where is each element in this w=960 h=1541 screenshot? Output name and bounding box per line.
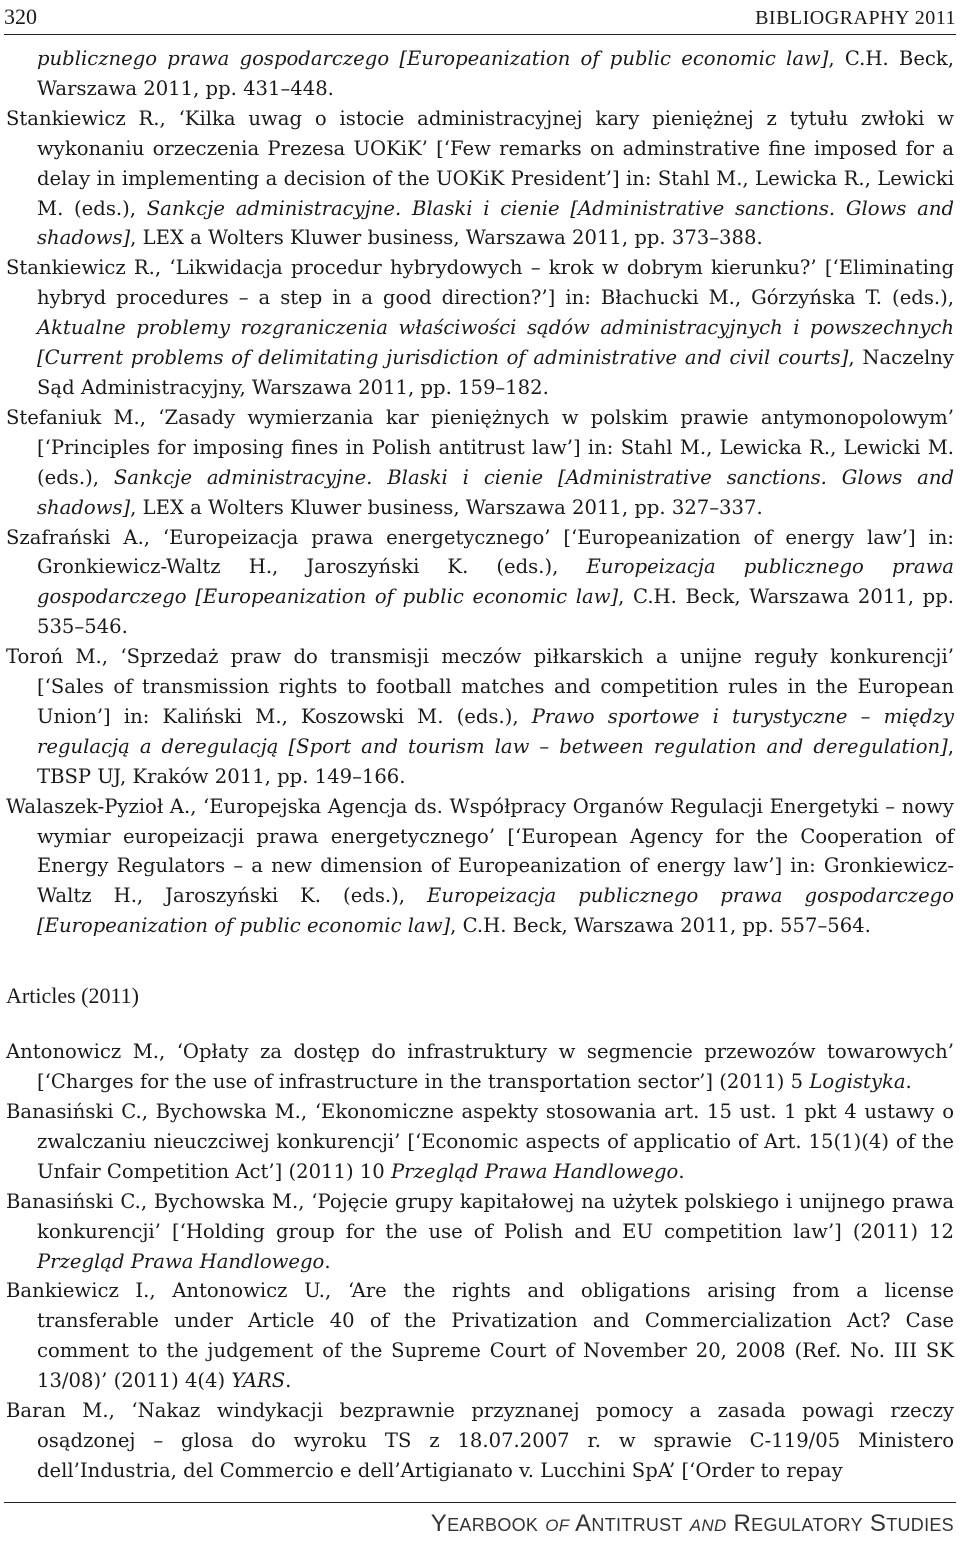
entry-text: .: [324, 1249, 331, 1273]
footer-rule: [4, 1502, 956, 1503]
bibliography-content: [6, 44, 954, 1486]
entry-italic-text: Prawo sportowe i turystyczne – między regulacją a deregulacją [Sport and tourism law – between regulation and deregulation]: [37, 704, 954, 758]
entry-italic-text: Aktualne problemy rozgraniczenia właściwości sądów administracyjnych i powszechnych [Current problems of delimitating jurisdiction of administrative and civil courts]: [37, 316, 954, 370]
entry-text: Bankiewicz I., Antonowicz U., ‘Are the rights and obligations arising from a license transferable under Article 40 of the Privatization and Commercialization Act? Case comment to the judgement of the Supreme Court of November 20, 2008 (Ref. No. III SK 13/08)’ (2011) 4(4): [6, 1279, 954, 1393]
entry-text: .: [678, 1159, 685, 1183]
entry-italic-text: Logistyka: [809, 1070, 906, 1094]
entry-text: Toroń M., ‘Sprzedaż praw do transmisji meczów piłkarskich a unijne reguły konkurencji’ [‘Sales of transmission rights to football matches and competition rules in the European Union’] in: Kaliński M., Koszowski M. (eds.),: [6, 645, 954, 728]
entry-text: Banasiński C., Bychowska M., ‘Ekonomiczne aspekty stosowania art. 15 ust. 1 pkt 4 ustawy o zwalczaniu nieuczciwej konkurencji’ [‘Economic aspects of applicatio of Art. 15(1)(4) of the Unfair Competition Act’] (2011) 10: [6, 1100, 954, 1183]
entry-text: , TBSP UJ, Kraków 2011, pp. 149–166.: [37, 734, 954, 788]
entry-text: .: [905, 1070, 912, 1094]
bibliography-entry: [6, 104, 954, 254]
entry-text: , C.H. Beck, Warszawa 2011, pp. 557–564.: [450, 914, 871, 938]
entry-text: Szafrański A., ‘Europeizacja prawa energetycznego’ [‘Europeanization of energy law’] in: Gronkiewicz-Waltz H., Jaroszyński K. (eds.),: [6, 525, 954, 579]
page-number: 320: [4, 4, 37, 29]
entry-italic-text: Europeizacja publicznego prawa gospodarczego [Europeanization of public economic law]: [37, 884, 954, 938]
bibliography-entry: [6, 44, 954, 104]
entry-text: , LEX a Wolters Kluwer business, Warszawa 2011, pp. 327–337.: [130, 495, 763, 519]
entry-text: Stankiewicz R., ‘Likwidacja procedur hybrydowych – krok w dobrym kierunku?’ [‘Eliminating hybryd procedures – a step in a good direction?’] in: Błachucki M., Górzyńska T. (eds.),: [6, 256, 954, 310]
page-header: [4, 0, 956, 35]
entry-text: Banasiński C., Bychowska M., ‘Pojęcie grupy kapitałowej na użytek polskiego i unijnego prawa konkurencji’ [‘Holding group for the use of Polish and EU competition law’] (2011) 12: [6, 1189, 954, 1243]
entry-text: , C.H. Beck, Warszawa 2011, pp. 535–546.: [37, 585, 954, 639]
entry-text: , LEX a Wolters Kluwer business, Warszawa 2011, pp. 373–388.: [130, 226, 763, 250]
entry-text: Stefaniuk M., ‘Zasady wymierzania kar pieniężnych w polskim prawie antymonopolowym’ [‘Principles for imposing fines in Polish antitrust law’] in: Stahl M., Lewicka R., Lewicki M. (eds.),: [6, 405, 954, 489]
entry-italic-text: YARS: [231, 1369, 286, 1393]
bibliography-list-articles: [6, 1037, 954, 1486]
bibliography-entry: [6, 792, 954, 942]
journal-footer: YEARBOOK OF ANTITRUST AND REGULATORY STUDIES: [430, 1510, 954, 1537]
entry-italic-text: Europeizacja publicznego prawa gospodarczego [Europeanization of public economic law]: [37, 555, 954, 609]
bibliography-entry: [6, 523, 954, 643]
bibliography-entry: [6, 1097, 954, 1187]
entry-text: , Naczelny Sąd Administracyjny, Warszawa 2011, pp. 159–182.: [37, 346, 954, 399]
entry-text: Stankiewicz R., ‘Kilka uwag o istocie administracyjnej kary pieniężnej z tytułu zwłoki w wykonaniu orzeczenia Prezesa UOKiK’ [‘Few remarks on adminstrative fine imposed for a delay in implementing a decision of the UOKiK President’] in: Stahl M., Lewicka R., Lewicki M. (eds.),: [6, 106, 954, 220]
entry-italic-text: publicznego prawa gospodarczego [Europeanization of public economic law]: [37, 47, 829, 70]
entry-text: .: [285, 1369, 292, 1393]
bibliography-entry: [6, 1396, 954, 1486]
entry-italic-text: Sankcje administracyjne. Blaski i cienie [Administrative sanctions. Glows and shadows]: [37, 465, 955, 519]
section-title: Articles (2011): [6, 983, 139, 1009]
bibliography-entry: [6, 642, 954, 792]
entry-text: Baran M., ‘Nakaz windykacji bezprawnie przyznanej pomocy a zasada powagi rzeczy osądzonej – glosa do wyroku TS z 18.07.2007 r. w sprawie C-119/05 Ministero dell’Industria, del Commercio e dell’Artigianato v. Lucchini SpA’ [‘Order to repay: [6, 1399, 954, 1482]
entry-text: Walaszek-Pyzioł A., ‘Europejska Agencja ds. Współpracy Organów Regulacji Energetyki – nowy wymiar europeizacji prawa energetycznego’ [‘European Agency for the Cooperation of Energy Regulators – a new dimension of Europeanization of energy law’] in: Gronkiewicz-Waltz H., Jaroszyński K. (eds.),: [6, 794, 954, 908]
entry-text: , C.H. Beck, Warszawa 2011, pp. 431–448.: [37, 47, 954, 100]
entry-italic-text: Przegląd Prawa Handlowego: [391, 1159, 679, 1183]
running-title: BIBLIOGRAPHY 2011: [755, 7, 956, 29]
bibliography-entry: [6, 253, 954, 403]
bibliography-entry: [6, 1187, 954, 1277]
bibliography-entry: [6, 1276, 954, 1396]
entry-italic-text: Przegląd Prawa Handlowego: [37, 1249, 325, 1273]
bibliography-list-before: [6, 44, 954, 941]
bibliography-entry: [6, 403, 954, 523]
bibliography-entry: [6, 1037, 954, 1097]
entry-italic-text: Sankcje administracyjne. Blaski i cienie [Administrative sanctions. Glows and shadows]: [37, 196, 955, 250]
entry-text: Antonowicz M., ‘Opłaty za dostęp do infrastruktury w segmencie przewozów towarowych’ [‘Charges for the use of infrastructure in the transportation sector’] (2011) 5: [6, 1040, 954, 1094]
